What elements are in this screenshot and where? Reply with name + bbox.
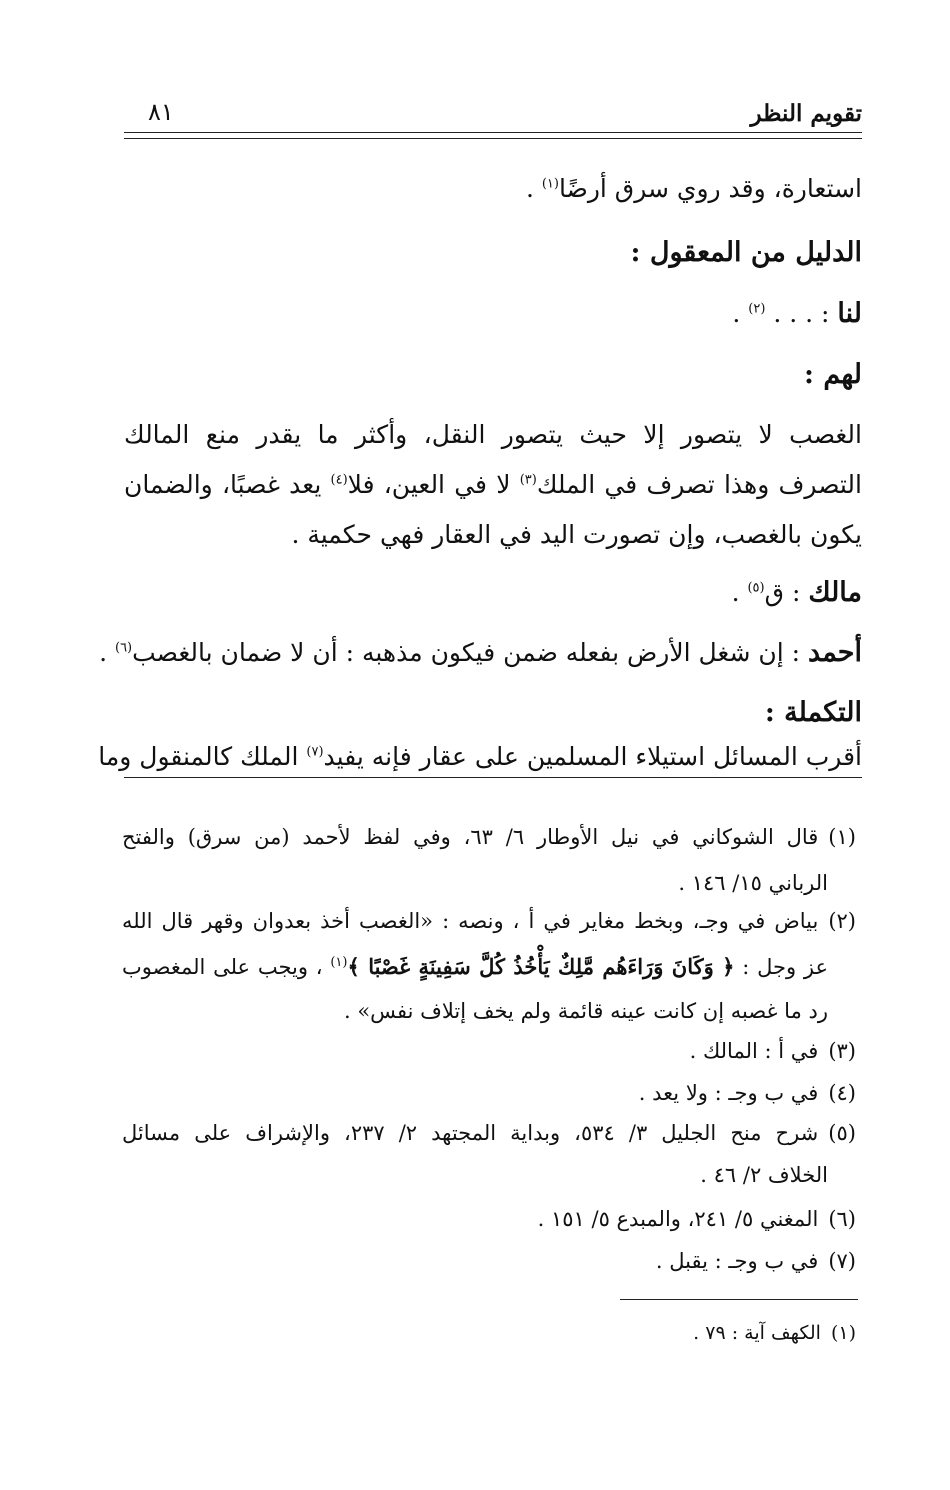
header-rule-thin (124, 138, 862, 139)
footnote-2-cont2: رد ما غصبه إن كانت عينه قائمة ولم يخف إتلاف نفس» . (343, 999, 828, 1023)
body-paragraph-line-2: التصرف وهذا تصرف في الملك$^{(٣)}$ لا في العين، فلا$^{(٤)}$ يعد غصبًا، والضمان (124, 470, 862, 499)
ahmad-line: أحمد : إن شغل الأرض بفعله ضمن فيكون مذهبه : أن لا ضمان بالغصب$^{(٦)}$ . (99, 637, 862, 668)
footnote-ref: (٦) (114, 640, 133, 656)
footnote-ref: (١) (541, 176, 559, 192)
body-line-1: استعارة، وقد روي سرق أرضًا$^{(١)}$ . (525, 174, 862, 203)
footnote-4: (٤)في ب وجـ : ولا يعد . (638, 1081, 856, 1105)
footnote-2-cont: عز وجل : ﴿ وَكَانَ وَرَاءَهُم مَّلِكٌ يَأْخُذُ كُلَّ سَفِينَةٍ غَصْبًا ﴾$^{(١)}$ ، ويجب على المغصوب (122, 954, 828, 979)
footnote-ref: (٧) (306, 744, 324, 760)
running-header (124, 92, 862, 132)
footnote-separator (124, 777, 862, 778)
body-paragraph-line-1: الغصب لا يتصور إلا حيث يتصور النقل، وأكثر ما يقدر منع المالك (124, 420, 862, 449)
footnote-ref: (٣) (519, 472, 537, 488)
sub-footnote-separator (620, 1299, 858, 1300)
lahum-label: لهم : (803, 359, 862, 390)
sub-footnote-1: (١)الكهف آية : ٧٩ . (693, 1322, 856, 1344)
footnote-7: (٧)في ب وجـ : يقبل . (655, 1249, 856, 1273)
body-paragraph-line-3: يكون بالغصب، وإن تصورت اليد في العقار فهي حكمية . (291, 520, 862, 549)
footnote-ref: (١) (330, 955, 348, 970)
footnote-5: (٥)شرح منح الجليل ٣/ ٥٣٤، وبداية المجتهد ٢/ ٢٣٧، والإشراف على مسائل (122, 1121, 856, 1145)
ahmad-label: أحمد (808, 637, 862, 668)
footnote-2: (٢)بياض في وجـ، وبخط مغاير في أ ، ونصه : «الغصب أخذ بعدوان وقهر قال الله (122, 909, 856, 933)
malik-line: مالك : ق$^{(٥)}$ . (731, 577, 862, 608)
page-number: ٨١ (148, 98, 174, 126)
footnote-6: (٦)المغني ٥/ ٢٤١، والمبدع ٥/ ١٥١ . (537, 1207, 856, 1231)
footnote-5-cont: الخلاف ٢/ ٤٦ . (700, 1163, 828, 1187)
footnote-ref: (٤) (330, 472, 348, 488)
lana-label: لنا (837, 298, 862, 329)
malik-label: مالك (808, 577, 862, 608)
header-title: تقويم النظر (750, 100, 862, 127)
footnote-3: (٣)في أ : المالك . (689, 1039, 856, 1063)
takmila-label: التكملة : (764, 697, 862, 728)
footnote-ref: (٥) (747, 580, 765, 596)
heading-maqul: الدليل من المعقول : (630, 237, 862, 268)
footnote-1: (١)قال الشوكاني في نيل الأوطار ٦/ ٦٣، وفي لفظ لأحمد (من سرق) والفتح (122, 825, 856, 849)
quran-verse: ﴿ وَكَانَ وَرَاءَهُم مَّلِكٌ يَأْخُذُ كُلَّ سَفِينَةٍ غَصْبًا ﴾ (347, 954, 735, 979)
footnote-ref: (٢) (748, 301, 766, 317)
footnote-1-cont: الرباني ١٥/ ١٤٦ . (678, 871, 828, 895)
header-rule-thick (124, 132, 862, 133)
lana-line: لنا : . . . $^{(٢)}$ . (732, 298, 862, 329)
body-last-line: أقرب المسائل استيلاء المسلمين على عقار فإنه يفيد$^{(٧)}$ الملك كالمنقول وما (98, 742, 862, 771)
